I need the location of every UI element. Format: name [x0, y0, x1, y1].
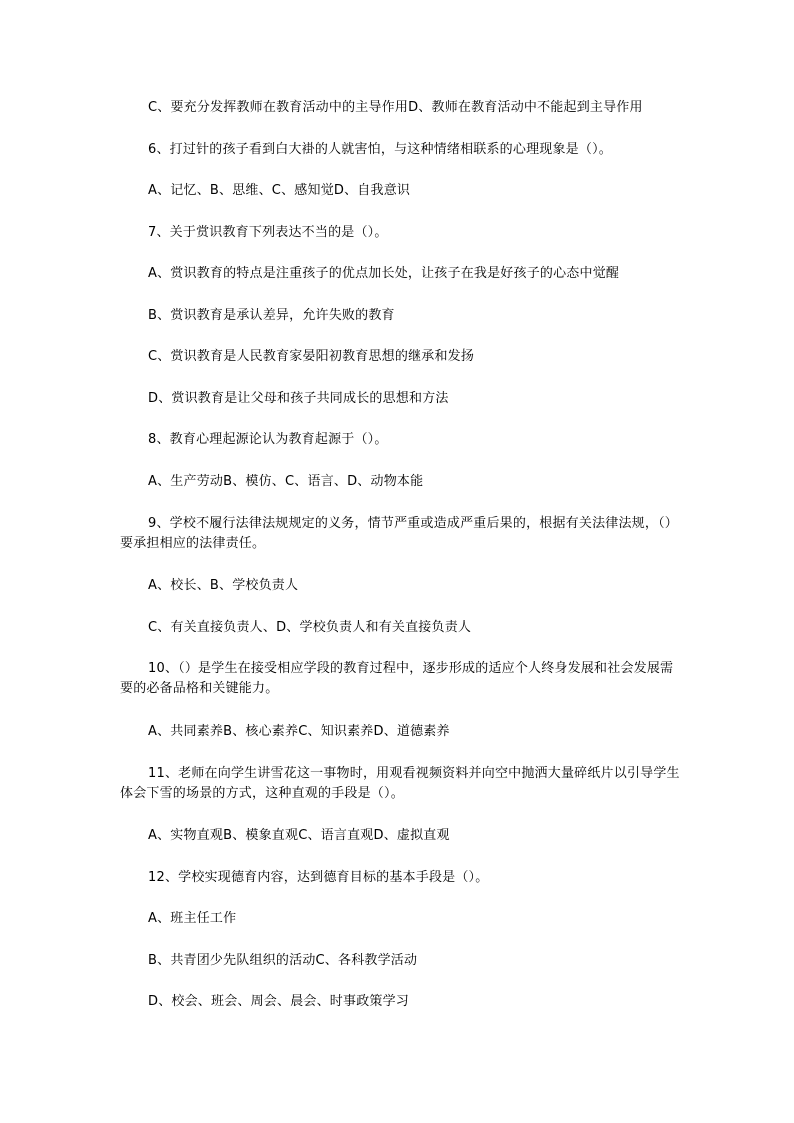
options-q9-cd: C、有关直接负责人、D、学校负责人和有关直接负责人: [148, 620, 472, 635]
options-q9-ab: A、校长、B、学校负责人: [148, 578, 299, 593]
question-8: 8、教育心理起源论认为教育起源于（）。: [148, 432, 388, 447]
option-q7-a: A、赏识教育的特点是注重孩子的优点加长处，让孩子在我是好孩子的心态中觉醒: [148, 266, 620, 281]
question-10: 10、（）是学生在接受相应学段的教育过程中，逐步形成的适应个人终身发展和社会发展需要的必备品格和关键能力。: [120, 661, 674, 696]
options-q6: A、记忆、B、思维、C、感知觉D、自我意识: [148, 183, 411, 198]
option-q12-d: D、校会、班会、周会、晨会、时事政策学习: [148, 994, 410, 1009]
option-q7-c: C、赏识教育是人民教育家晏阳初教育思想的继承和发扬: [148, 349, 475, 364]
question-9: 9、学校不履行法律法规规定的义务，情节严重或造成严重后果的，根据有关法律法规，（）要承担相应的法律责任。: [120, 516, 678, 551]
option-q7-b: B、赏识教育是承认差异，允许失败的教育: [148, 308, 395, 323]
options-q8: A、生产劳动B、模仿、C、语言、D、动物本能: [148, 474, 424, 489]
question-11: 11、老师在向学生讲雪花这一事物时，用观看视频资料并向空中抛洒大量碎纸片以引导学生体会下雪的场景的方式，这种直观的手段是（）。: [120, 766, 680, 801]
option-q7-d: D、赏识教育是让父母和孩子共同成长的思想和方法: [148, 391, 449, 406]
options-q10: A、共同素养B、核心素养C、知识素养D、道德素养: [148, 724, 450, 739]
options-q11: A、实物直观B、模象直观C、语言直观D、虚拟直观: [148, 828, 450, 843]
option-line-q5-cd: C、要充分发挥教师在教育活动中的主导作用D、教师在教育活动中不能起到主导作用: [148, 100, 643, 115]
question-7: 7、关于赏识教育下列表达不当的是（）。: [148, 225, 388, 240]
question-12: 12、学校实现德育内容，达到德育目标的基本手段是（）。: [148, 870, 489, 885]
option-q12-a: A、班主任工作: [148, 911, 237, 926]
option-q12-bc: B、共青团少先队组织的活动C、各科教学活动: [148, 953, 418, 968]
question-6: 6、打过针的孩子看到白大褂的人就害怕，与这种情绪相联系的心理现象是（）。: [148, 142, 612, 157]
